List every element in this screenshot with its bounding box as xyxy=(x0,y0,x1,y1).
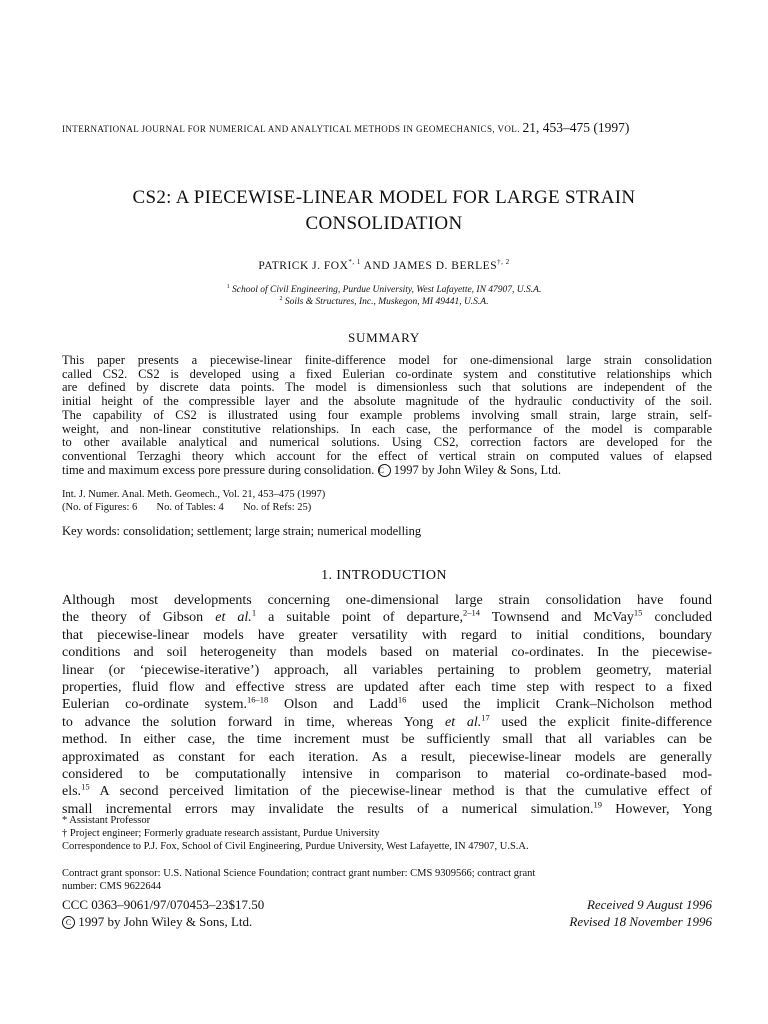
author-1-marks: *, 1 xyxy=(348,258,361,266)
body-line: conditions and soil heterogeneity than models based on material co-ordinates. In the piecewise- xyxy=(62,645,712,661)
summary-line: are defined by discrete data points. The model is dimensionless such that solutions are independent of the xyxy=(62,380,712,395)
text-run: a suitable point of departure, xyxy=(256,610,463,626)
copyright-symbol: C xyxy=(378,464,391,477)
summary-line: weight, and non-linear constitutive relationships. In each case, the performance of the model is comparable xyxy=(62,421,712,436)
summary-line: The capability of CS2 is illustrated using four example problems involving small strain, large strain, self- xyxy=(62,407,712,422)
reference-mark: 16 xyxy=(397,694,407,705)
refs-count: No. of Refs: 25) xyxy=(243,502,312,513)
text-run: Eulerian co-ordinate system. xyxy=(62,697,247,713)
figures-count: (No. of Figures: 6 xyxy=(62,502,138,513)
footnotes xyxy=(62,814,712,853)
body-line: Although most developments concerning one-dimensional large strain consolidation have found xyxy=(62,593,712,608)
affiliation-2 xyxy=(0,293,768,308)
reference-mark: 15 xyxy=(633,607,643,618)
text-run: the theory of Gibson xyxy=(62,610,216,626)
reference-mark: 16–18 xyxy=(247,694,269,705)
author-1: PATRICK J. FOX xyxy=(258,259,349,272)
summary-abstract xyxy=(62,354,712,477)
author-2: JAMES D. BERLES xyxy=(393,259,498,272)
reference-mark: 15 xyxy=(81,781,90,792)
grant-info xyxy=(62,867,712,893)
author-and: AND xyxy=(360,259,394,272)
title-line-2: CONSOLIDATION xyxy=(305,213,463,234)
footnote-1: * Assistant Professor xyxy=(62,815,151,826)
author-2-marks: †, 2 xyxy=(497,258,510,266)
keywords: Key words: consolidation; settlement; large strain; numerical modelling xyxy=(62,524,422,538)
text-run: A second perceived limitation of the piecewise-linear method is that the cumulative effect of xyxy=(89,784,712,800)
ccc-row xyxy=(62,896,712,913)
citation-counts xyxy=(62,501,712,514)
text-run: els. xyxy=(62,784,82,800)
footnote-correspondence: Correspondence to P.J. Fox, School of Civil Engineering, Purdue University, West Lafayette, IN 47907, U.S.A. xyxy=(62,841,529,852)
summary-heading: SUMMARY xyxy=(347,330,421,345)
body-line xyxy=(62,609,712,626)
section-heading-introduction: 1. INTRODUCTION xyxy=(321,568,447,583)
reference-mark: 1 xyxy=(251,607,257,618)
reference-mark: 17 xyxy=(481,712,490,723)
journal-name: INTERNATIONAL JOURNAL FOR NUMERICAL AND ANALYTICAL METHODS IN GEOMECHANICS, VOL. xyxy=(62,124,520,134)
reference-mark: 2–14 xyxy=(462,607,480,618)
copyright-row xyxy=(62,913,712,930)
received-date: Received 9 August 1996 xyxy=(586,897,712,912)
revised-date: Revised 18 November 1996 xyxy=(569,914,712,929)
text-run-italic: et al. xyxy=(215,610,252,626)
copyright-symbol: C xyxy=(62,916,75,929)
summary-line: time and maximum excess pore pressure during consolidation. xyxy=(62,462,375,477)
body-line: properties, fluid flow and effective stress are updated after each time step with respect to a fixed xyxy=(62,680,712,696)
body-line xyxy=(62,714,712,731)
volume-pages: 21, 453–475 (1997) xyxy=(522,120,630,135)
text-run: However, Yong xyxy=(601,801,712,817)
summary-line: initial height of the compressible layer and the absolute magnitude of the hydraulic conductivity of the soil. xyxy=(62,394,712,409)
text-run: used the implicit Crank–Nicholson method xyxy=(406,697,713,713)
ccc-code: CCC 0363–9061/97/070453–23$17.50 xyxy=(62,897,265,912)
affiliation-2-number: 2 xyxy=(279,296,283,302)
summary-line: This paper presents a piecewise-linear finite-difference model for one-dimensional large strain consolidation xyxy=(62,353,712,367)
citation-line: Int. J. Numer. Anal. Meth. Geomech., Vol. 21, 453–475 (1997) xyxy=(62,489,326,500)
tables-count: No. of Tables: 4 xyxy=(156,502,224,513)
body-line: that piecewise-linear models have greater versatility with regard to initial conditions, boundary xyxy=(62,627,712,643)
affiliation-1-number: 1 xyxy=(226,284,230,290)
affiliation-1-text: School of Civil Engineering, Purdue University, West Lafayette, IN 47907, U.S.A. xyxy=(232,285,542,296)
text-run: used the explicit finite-difference xyxy=(489,714,712,730)
summary-last-line xyxy=(62,464,712,478)
summary-line: conventional Terzaghi theory which account for the effect of vertical strain on computed values of elapsed xyxy=(62,448,712,463)
summary-line: called CS2. CS2 is developed using a fixed Eulerian co-ordinate system and constitutive relationships which xyxy=(62,366,712,381)
body-line: linear (or ‘piecewise-iterative’) approach, all variables pertaining to problem geometry, material xyxy=(62,662,712,678)
summary-copyright: 1997 by John Wiley & Sons, Ltd. xyxy=(393,462,562,477)
affiliation-2-text: Soils & Structures, Inc., Muskegon, MI 49441, U.S.A. xyxy=(284,297,489,308)
text-run-italic: et al. xyxy=(445,714,482,730)
citation-info xyxy=(62,488,712,514)
grant-line-2: number: CMS 9622644 xyxy=(62,881,162,892)
author-line xyxy=(0,258,768,272)
body-line xyxy=(62,696,712,713)
title-line-1: CS2: A PIECEWISE-LINEAR MODEL FOR LARGE STRAIN xyxy=(132,187,636,208)
text-run: small incremental errors may invalidate the results of a numerical simulation. xyxy=(62,801,594,817)
body-line: approximated as constant for each iteration. As a result, piecewise-linear models are generally xyxy=(62,749,712,765)
body-line: method. In either case, the time increment must be sufficiently small that all variables can be xyxy=(62,732,712,748)
grant-line-1: Contract grant sponsor: U.S. National Science Foundation; contract grant number: CMS 9309566; contract grant xyxy=(62,868,536,879)
text-run: Townsend and McVay xyxy=(479,610,634,626)
body-line: considered to be computationally intensive in comparison to material co-ordinate-based mod- xyxy=(62,767,712,783)
reference-mark: 19 xyxy=(593,799,602,810)
text-run: concluded xyxy=(642,610,713,626)
body-line xyxy=(62,783,712,800)
text-run: to advance the solution forward in time, whereas Yong xyxy=(62,714,445,730)
paper-title xyxy=(0,185,768,237)
footnote-2: † Project engineer; Formerly graduate research assistant, Purdue University xyxy=(62,828,380,839)
running-head xyxy=(62,120,712,136)
copyright-text: 1997 by John Wiley & Sons, Ltd. xyxy=(78,914,253,929)
text-run: Olson and Ladd xyxy=(268,697,398,713)
summary-line: to other available analytical and numerical solutions. Using CS2, correction factors are developed for the xyxy=(62,435,712,450)
introduction-body xyxy=(62,592,712,818)
